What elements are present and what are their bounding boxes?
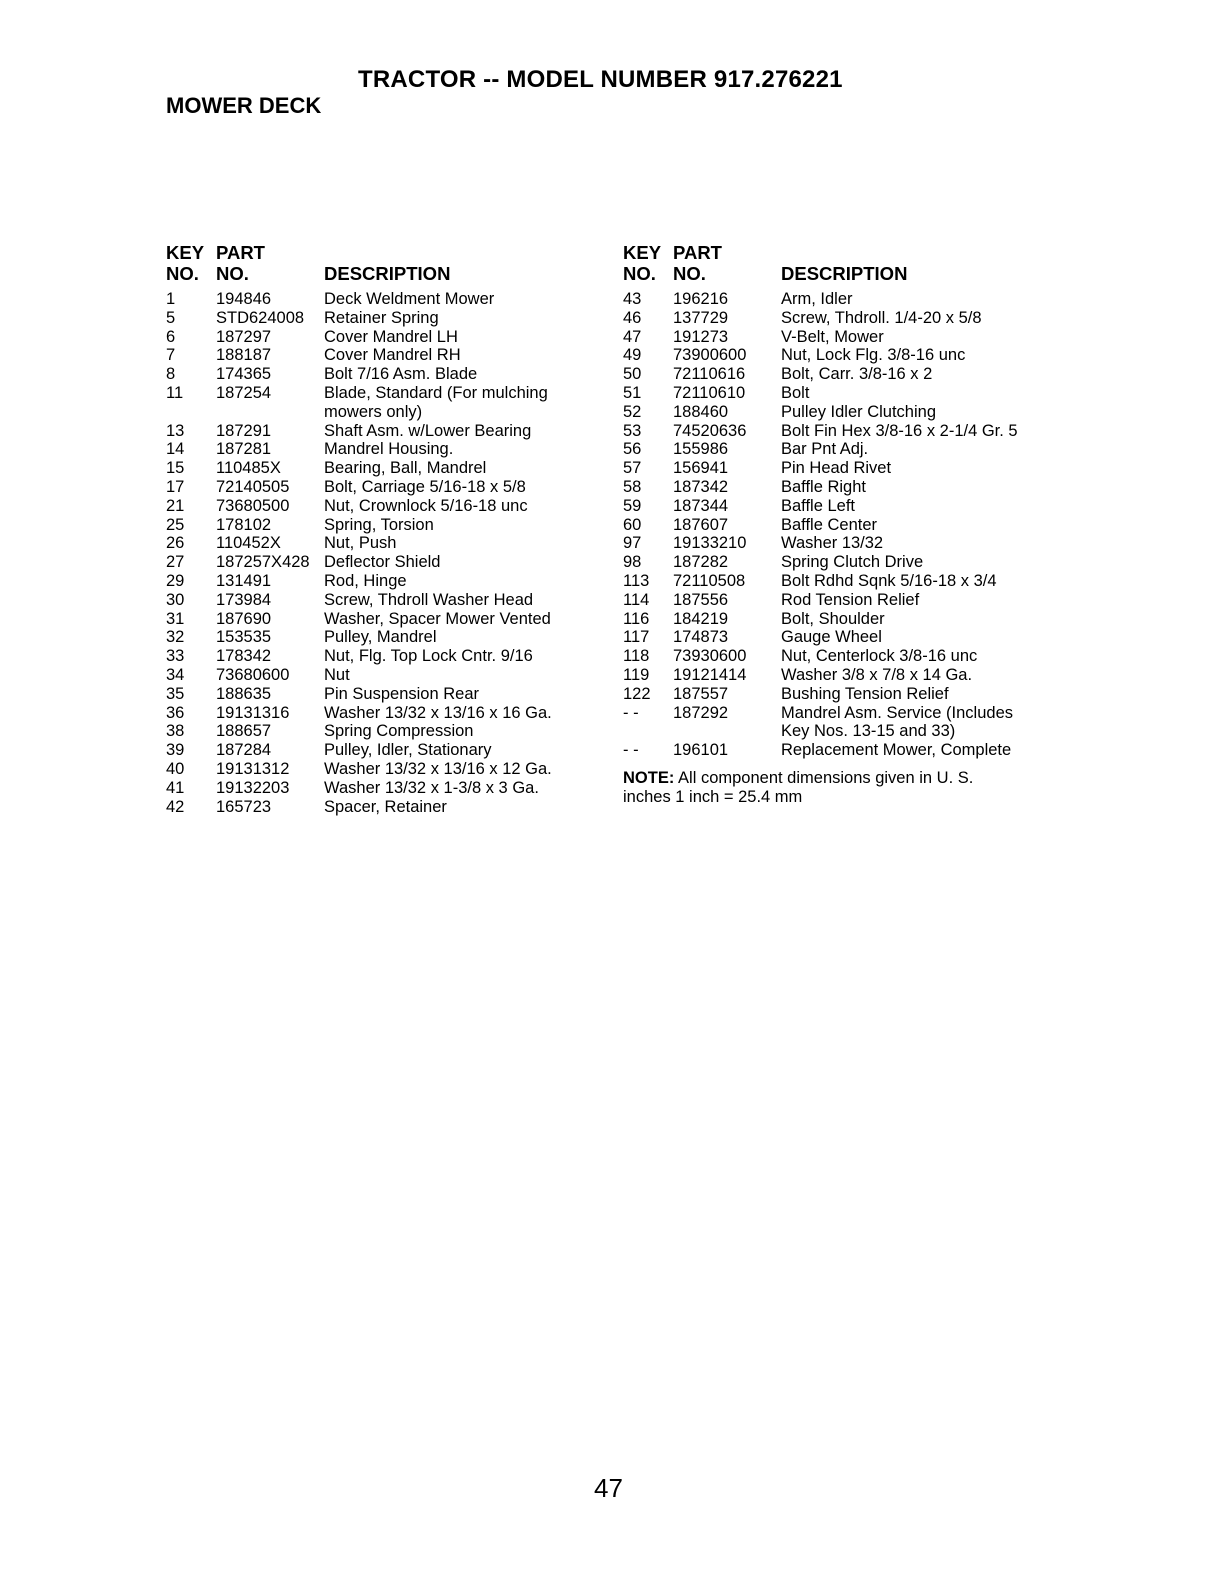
header-key-line2: NO. bbox=[166, 263, 199, 284]
part-number: 196101 bbox=[673, 741, 729, 760]
key-number: 58 bbox=[623, 477, 642, 496]
key-number: 114 bbox=[623, 590, 650, 609]
key-number: 97 bbox=[623, 534, 642, 553]
key-number: 39 bbox=[166, 741, 185, 760]
key-number: 43 bbox=[623, 290, 642, 308]
parts-table-left bbox=[166, 242, 606, 816]
key-number: 21 bbox=[166, 496, 185, 515]
part-number: 187292 bbox=[673, 703, 729, 722]
part-number: 184219 bbox=[673, 609, 729, 628]
key-number: 13 bbox=[166, 421, 185, 440]
page-title: TRACTOR -- MODEL NUMBER 917.276221 bbox=[358, 66, 843, 93]
table-row bbox=[623, 328, 1063, 347]
part-description: Baffle Center bbox=[781, 515, 878, 534]
header-part-line2: NO. bbox=[216, 263, 249, 284]
part-number: 72140505 bbox=[216, 477, 290, 496]
key-number: 34 bbox=[166, 665, 185, 684]
table-row bbox=[623, 741, 1063, 760]
part-description: Nut, Crownlock 5/16-18 unc bbox=[324, 496, 528, 515]
table-row bbox=[166, 553, 606, 572]
table-header bbox=[623, 242, 1063, 290]
key-number: 29 bbox=[166, 571, 185, 590]
table-row bbox=[623, 459, 1063, 478]
key-number: 49 bbox=[623, 346, 642, 365]
table-row bbox=[166, 384, 606, 422]
part-number: 187690 bbox=[216, 609, 272, 628]
part-description: V-Belt, Mower bbox=[781, 327, 884, 346]
table-row bbox=[623, 422, 1063, 441]
part-description: Pulley, Mandrel bbox=[324, 628, 437, 647]
note-label: NOTE: bbox=[623, 768, 675, 787]
table-row bbox=[166, 497, 606, 516]
part-description: Pulley, Idler, Stationary bbox=[324, 741, 492, 760]
table-row bbox=[623, 704, 1063, 742]
part-description: Pulley Idler Clutching bbox=[781, 402, 936, 421]
table-row bbox=[623, 290, 1063, 309]
part-description: Arm, Idler bbox=[781, 290, 853, 308]
key-number: 122 bbox=[623, 684, 651, 703]
header-part-line1: PART bbox=[673, 242, 722, 263]
part-description: Nut, Centerlock 3/8-16 unc bbox=[781, 647, 978, 666]
header-description: DESCRIPTION bbox=[781, 263, 908, 284]
key-number: 40 bbox=[166, 759, 185, 778]
part-number: 110485X bbox=[216, 459, 281, 478]
table-header bbox=[166, 242, 606, 290]
key-number: 30 bbox=[166, 590, 185, 609]
part-number: 188187 bbox=[216, 346, 272, 365]
parts-table-right bbox=[623, 242, 1063, 807]
part-number: 187297 bbox=[216, 327, 272, 346]
part-number: 155986 bbox=[673, 440, 729, 459]
part-description: Nut, Lock Flg. 3/8-16 unc bbox=[781, 346, 966, 365]
key-number: 5 bbox=[166, 308, 176, 327]
part-description: Baffle Left bbox=[781, 496, 856, 515]
part-description: Washer, Spacer Mower Vented bbox=[324, 609, 551, 628]
header-part-line2: NO. bbox=[673, 263, 706, 284]
header-key-line2: NO. bbox=[623, 263, 656, 284]
table-row bbox=[166, 346, 606, 365]
key-number: 41 bbox=[166, 778, 185, 797]
table-row bbox=[623, 478, 1063, 497]
table-row bbox=[166, 610, 606, 629]
part-description: Mandrel Asm. Service (Includes Key Nos. 13-15 and 33) bbox=[781, 703, 1014, 741]
part-description: Washer 13/32 x 13/16 x 16 Ga. bbox=[324, 703, 552, 722]
table-row bbox=[166, 478, 606, 497]
part-number: 187281 bbox=[216, 440, 272, 459]
table-row bbox=[623, 403, 1063, 422]
part-number: STD624008 bbox=[216, 308, 305, 327]
part-number: 187254 bbox=[216, 383, 272, 402]
key-number: 15 bbox=[166, 459, 185, 478]
part-number: 187284 bbox=[216, 741, 272, 760]
key-number: 36 bbox=[166, 703, 185, 722]
key-number: 35 bbox=[166, 684, 185, 703]
table-row bbox=[166, 440, 606, 459]
table-row bbox=[623, 572, 1063, 591]
part-number: 73900600 bbox=[673, 346, 747, 365]
part-description: Spring Clutch Drive bbox=[781, 553, 924, 572]
table-row bbox=[166, 422, 606, 441]
table-row bbox=[166, 365, 606, 384]
part-description: Deck Weldment Mower bbox=[324, 290, 495, 308]
header-description: DESCRIPTION bbox=[324, 263, 451, 284]
part-number: 188460 bbox=[673, 402, 729, 421]
key-number: 7 bbox=[166, 346, 176, 365]
part-number: 196216 bbox=[673, 290, 729, 308]
key-number: 1 bbox=[166, 290, 176, 308]
part-description: Nut, Flg. Top Lock Cntr. 9/16 bbox=[324, 647, 533, 666]
parts-list-left bbox=[166, 290, 606, 816]
part-number: 173984 bbox=[216, 590, 272, 609]
key-number: 32 bbox=[166, 628, 185, 647]
part-description: Cover Mandrel LH bbox=[324, 327, 458, 346]
key-number: 53 bbox=[623, 421, 642, 440]
part-description: Bar Pnt Adj. bbox=[781, 440, 869, 459]
key-number: 6 bbox=[166, 327, 176, 346]
part-description: Nut bbox=[324, 665, 350, 684]
part-number: 178102 bbox=[216, 515, 272, 534]
part-description: Mandrel Housing. bbox=[324, 440, 454, 459]
part-number: 188635 bbox=[216, 684, 272, 703]
part-description: Screw, Thdroll Washer Head bbox=[324, 590, 534, 609]
part-number: 187291 bbox=[216, 421, 272, 440]
table-row bbox=[166, 760, 606, 779]
part-number: 19132203 bbox=[216, 778, 290, 797]
table-row bbox=[166, 309, 606, 328]
part-number: 74520636 bbox=[673, 421, 747, 440]
part-number: 178342 bbox=[216, 647, 272, 666]
part-number: 156941 bbox=[673, 459, 729, 478]
part-description: Bolt 7/16 Asm. Blade bbox=[324, 365, 478, 384]
part-description: Bolt, Shoulder bbox=[781, 609, 885, 628]
part-description: Spring Compression bbox=[324, 722, 474, 741]
part-number: 187282 bbox=[673, 553, 729, 572]
part-description: Bolt Rdhd Sqnk 5/16-18 x 3/4 bbox=[781, 571, 997, 590]
key-number: 33 bbox=[166, 647, 185, 666]
table-row bbox=[166, 704, 606, 723]
table-row bbox=[166, 591, 606, 610]
table-row bbox=[623, 685, 1063, 704]
part-number: 191273 bbox=[673, 327, 729, 346]
part-number: 73680600 bbox=[216, 665, 290, 684]
part-number: 187257X428 bbox=[216, 553, 310, 572]
key-number: 113 bbox=[623, 571, 650, 590]
table-row bbox=[623, 309, 1063, 328]
part-description: Gauge Wheel bbox=[781, 628, 882, 647]
part-description: Washer 13/32 x 13/16 x 12 Ga. bbox=[324, 759, 552, 778]
part-number: 19131312 bbox=[216, 759, 290, 778]
part-description: Baffle Right bbox=[781, 477, 866, 496]
table-row bbox=[623, 647, 1063, 666]
part-description: Pin Suspension Rear bbox=[324, 684, 480, 703]
part-number: 187607 bbox=[673, 515, 729, 534]
table-row bbox=[166, 666, 606, 685]
table-row bbox=[623, 628, 1063, 647]
table-row bbox=[623, 610, 1063, 629]
part-description: Replacement Mower, Complete bbox=[781, 741, 1012, 760]
part-number: 110452X bbox=[216, 534, 281, 553]
part-description: Bearing, Ball, Mandrel bbox=[324, 459, 487, 478]
key-number: 56 bbox=[623, 440, 642, 459]
part-description: Cover Mandrel RH bbox=[324, 346, 461, 365]
key-number: - - bbox=[623, 703, 639, 722]
table-row bbox=[166, 685, 606, 704]
part-number: 188657 bbox=[216, 722, 272, 741]
table-row bbox=[623, 553, 1063, 572]
key-number: - - bbox=[623, 741, 639, 760]
table-row bbox=[623, 365, 1063, 384]
part-description: Washer 3/8 x 7/8 x 14 Ga. bbox=[781, 665, 973, 684]
part-number: 131491 bbox=[216, 571, 272, 590]
key-number: 52 bbox=[623, 402, 642, 421]
key-number: 8 bbox=[166, 365, 176, 384]
part-number: 194846 bbox=[216, 290, 272, 308]
key-number: 51 bbox=[623, 383, 642, 402]
part-number: 153535 bbox=[216, 628, 272, 647]
part-number: 174873 bbox=[673, 628, 729, 647]
key-number: 118 bbox=[623, 647, 650, 666]
part-description: Bolt bbox=[781, 383, 810, 402]
part-description: Bushing Tension Relief bbox=[781, 684, 949, 703]
part-description: Rod Tension Relief bbox=[781, 590, 920, 609]
part-description: Retainer Spring bbox=[324, 308, 439, 327]
key-number: 46 bbox=[623, 308, 642, 327]
parts-list-right bbox=[623, 290, 1063, 760]
part-number: 137729 bbox=[673, 308, 729, 327]
table-row bbox=[166, 328, 606, 347]
table-row bbox=[166, 798, 606, 817]
table-row bbox=[166, 290, 606, 309]
part-number: 19133210 bbox=[673, 534, 747, 553]
table-row bbox=[166, 722, 606, 741]
part-description: Rod, Hinge bbox=[324, 571, 407, 590]
key-number: 117 bbox=[623, 628, 650, 647]
table-row bbox=[166, 572, 606, 591]
key-number: 59 bbox=[623, 496, 642, 515]
part-number: 187557 bbox=[673, 684, 729, 703]
part-number: 187344 bbox=[673, 496, 729, 515]
part-number: 72110616 bbox=[673, 365, 746, 384]
table-row bbox=[166, 647, 606, 666]
key-number: 31 bbox=[166, 609, 185, 628]
part-description: Nut, Push bbox=[324, 534, 397, 553]
part-description: Deflector Shield bbox=[324, 553, 441, 572]
page-number: 47 bbox=[594, 1473, 623, 1503]
part-description: Bolt, Carr. 3/8-16 x 2 bbox=[781, 365, 933, 384]
key-number: 116 bbox=[623, 609, 650, 628]
part-description: Bolt Fin Hex 3/8-16 x 2-1/4 Gr. 5 bbox=[781, 421, 1018, 440]
key-number: 98 bbox=[623, 553, 642, 572]
part-description: Bolt, Carriage 5/16-18 x 5/8 bbox=[324, 477, 526, 496]
part-number: 187556 bbox=[673, 590, 729, 609]
table-row bbox=[623, 591, 1063, 610]
note-text: All component dimensions given in U. S. inches 1 inch = 25.4 mm bbox=[623, 768, 974, 806]
table-row bbox=[623, 497, 1063, 516]
header-part-line1: PART bbox=[216, 242, 265, 263]
table-row bbox=[623, 666, 1063, 685]
part-number: 73930600 bbox=[673, 647, 747, 666]
part-description: Washer 13/32 x 1-3/8 x 3 Ga. bbox=[324, 778, 539, 797]
part-number: 187342 bbox=[673, 477, 729, 496]
key-number: 14 bbox=[166, 440, 185, 459]
part-description: Spring, Torsion bbox=[324, 515, 434, 534]
key-number: 11 bbox=[166, 383, 184, 402]
header-key-line1: KEY bbox=[166, 242, 205, 263]
dimension-note bbox=[623, 769, 1023, 807]
table-row bbox=[166, 628, 606, 647]
key-number: 38 bbox=[166, 722, 185, 741]
table-row bbox=[623, 534, 1063, 553]
part-description: Spacer, Retainer bbox=[324, 797, 447, 816]
part-description: Shaft Asm. w/Lower Bearing bbox=[324, 421, 532, 440]
table-row bbox=[166, 779, 606, 798]
table-row bbox=[623, 384, 1063, 403]
key-number: 25 bbox=[166, 515, 185, 534]
key-number: 17 bbox=[166, 477, 185, 496]
header-key-line1: KEY bbox=[623, 242, 662, 263]
key-number: 42 bbox=[166, 797, 185, 816]
part-number: 174365 bbox=[216, 365, 272, 384]
table-row bbox=[166, 459, 606, 478]
part-description: Blade, Standard (For mulching mowers only) bbox=[324, 383, 548, 421]
table-row bbox=[166, 534, 606, 553]
part-number: 19121414 bbox=[673, 665, 747, 684]
section-title: MOWER DECK bbox=[166, 93, 322, 118]
part-number: 73680500 bbox=[216, 496, 290, 515]
table-row bbox=[623, 346, 1063, 365]
key-number: 26 bbox=[166, 534, 185, 553]
key-number: 60 bbox=[623, 515, 642, 534]
part-description: Pin Head Rivet bbox=[781, 459, 892, 478]
key-number: 47 bbox=[623, 327, 642, 346]
part-number: 19131316 bbox=[216, 703, 290, 722]
key-number: 57 bbox=[623, 459, 642, 478]
key-number: 119 bbox=[623, 665, 650, 684]
table-row bbox=[623, 440, 1063, 459]
table-row bbox=[623, 516, 1063, 535]
table-row bbox=[166, 516, 606, 535]
part-number: 72110508 bbox=[673, 571, 746, 590]
part-description: Washer 13/32 bbox=[781, 534, 884, 553]
key-number: 50 bbox=[623, 365, 642, 384]
part-description: Screw, Thdroll. 1/4-20 x 5/8 bbox=[781, 308, 982, 327]
key-number: 27 bbox=[166, 553, 185, 572]
table-row bbox=[166, 741, 606, 760]
part-number: 165723 bbox=[216, 797, 272, 816]
part-number: 72110610 bbox=[673, 383, 746, 402]
